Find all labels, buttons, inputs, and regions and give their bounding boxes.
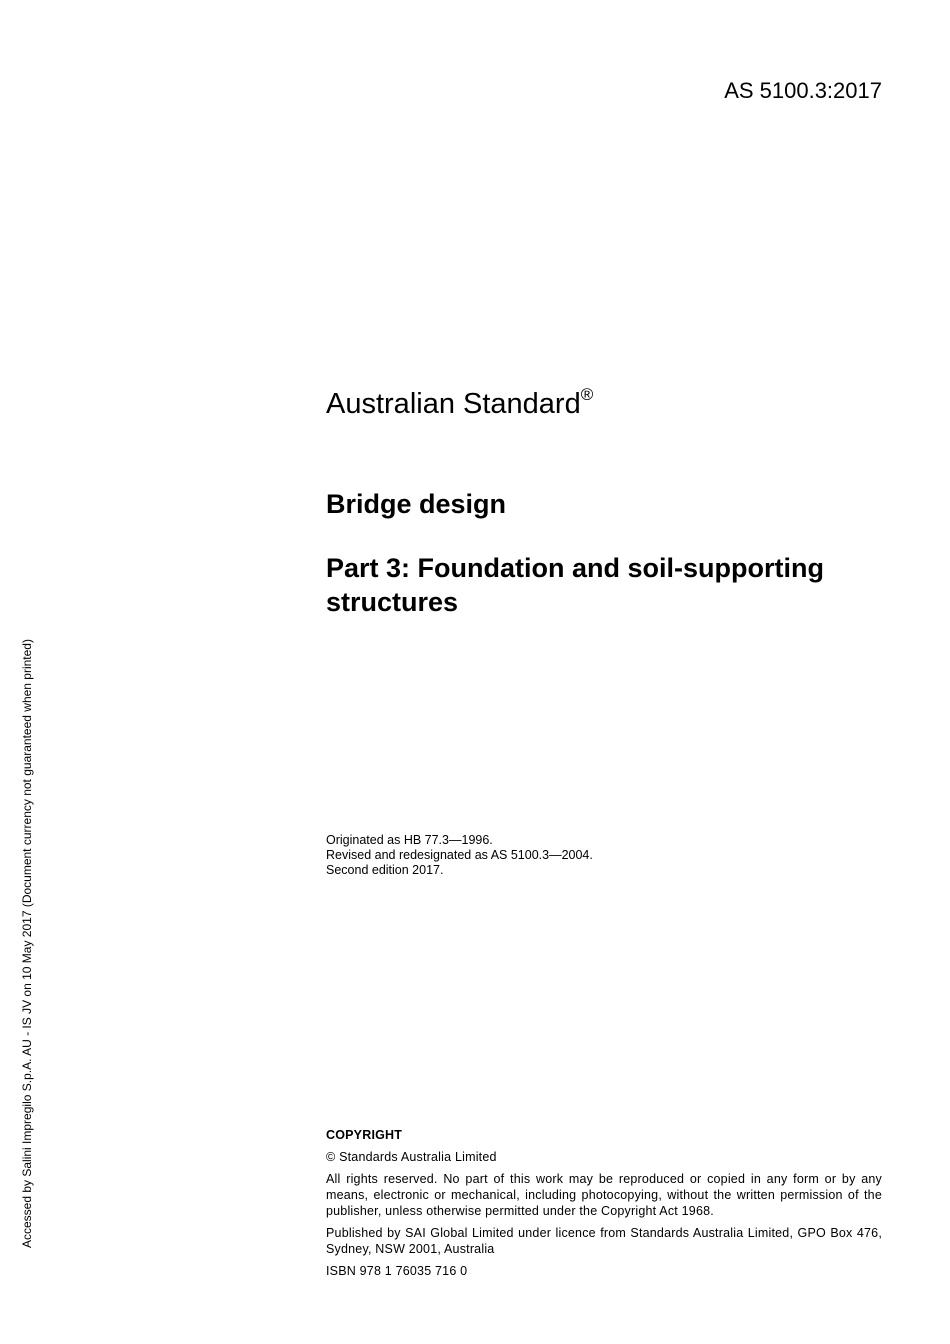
- edition-history: [326, 833, 882, 878]
- rights-statement: All rights reserved. No part of this work may be reproduced or copied in any form or by any means, electronic or mechanical, including photocopying, without the written permission of the publisher, unless otherwise permitted under the Copyright Act 1968.: [326, 1172, 882, 1218]
- document-subtitle: Part 3: Foundation and soil-supporting structures: [326, 553, 824, 617]
- history-line: Second edition 2017.: [326, 863, 444, 877]
- history-line: Originated as HB 77.3—1996.: [326, 833, 493, 847]
- standard-name-text: Australian Standard: [326, 388, 581, 420]
- document-title: Bridge design: [326, 489, 507, 519]
- registered-trademark-symbol: ®: [580, 385, 594, 404]
- access-notice: Accessed by Salini Impregilo S.p.A. AU - IS JV on 10 May 2017 (Document currency not guaranteed when printed): [20, 639, 34, 1248]
- standard-name: [326, 386, 882, 422]
- copyright-heading: COPYRIGHT: [326, 1128, 403, 1142]
- copyright-holder: © Standards Australia Limited: [326, 1150, 497, 1164]
- copyright-section: [326, 1127, 882, 1285]
- history-line: Revised and redesignated as AS 5100.3—2004.: [326, 848, 593, 862]
- document-number: AS 5100.3:2017: [724, 78, 882, 103]
- publisher-statement: Published by SAI Global Limited under licence from Standards Australia Limited, GPO Box 476, Sydney, NSW 2001, Australia: [326, 1226, 882, 1256]
- isbn: ISBN 978 1 76035 716 0: [326, 1264, 468, 1278]
